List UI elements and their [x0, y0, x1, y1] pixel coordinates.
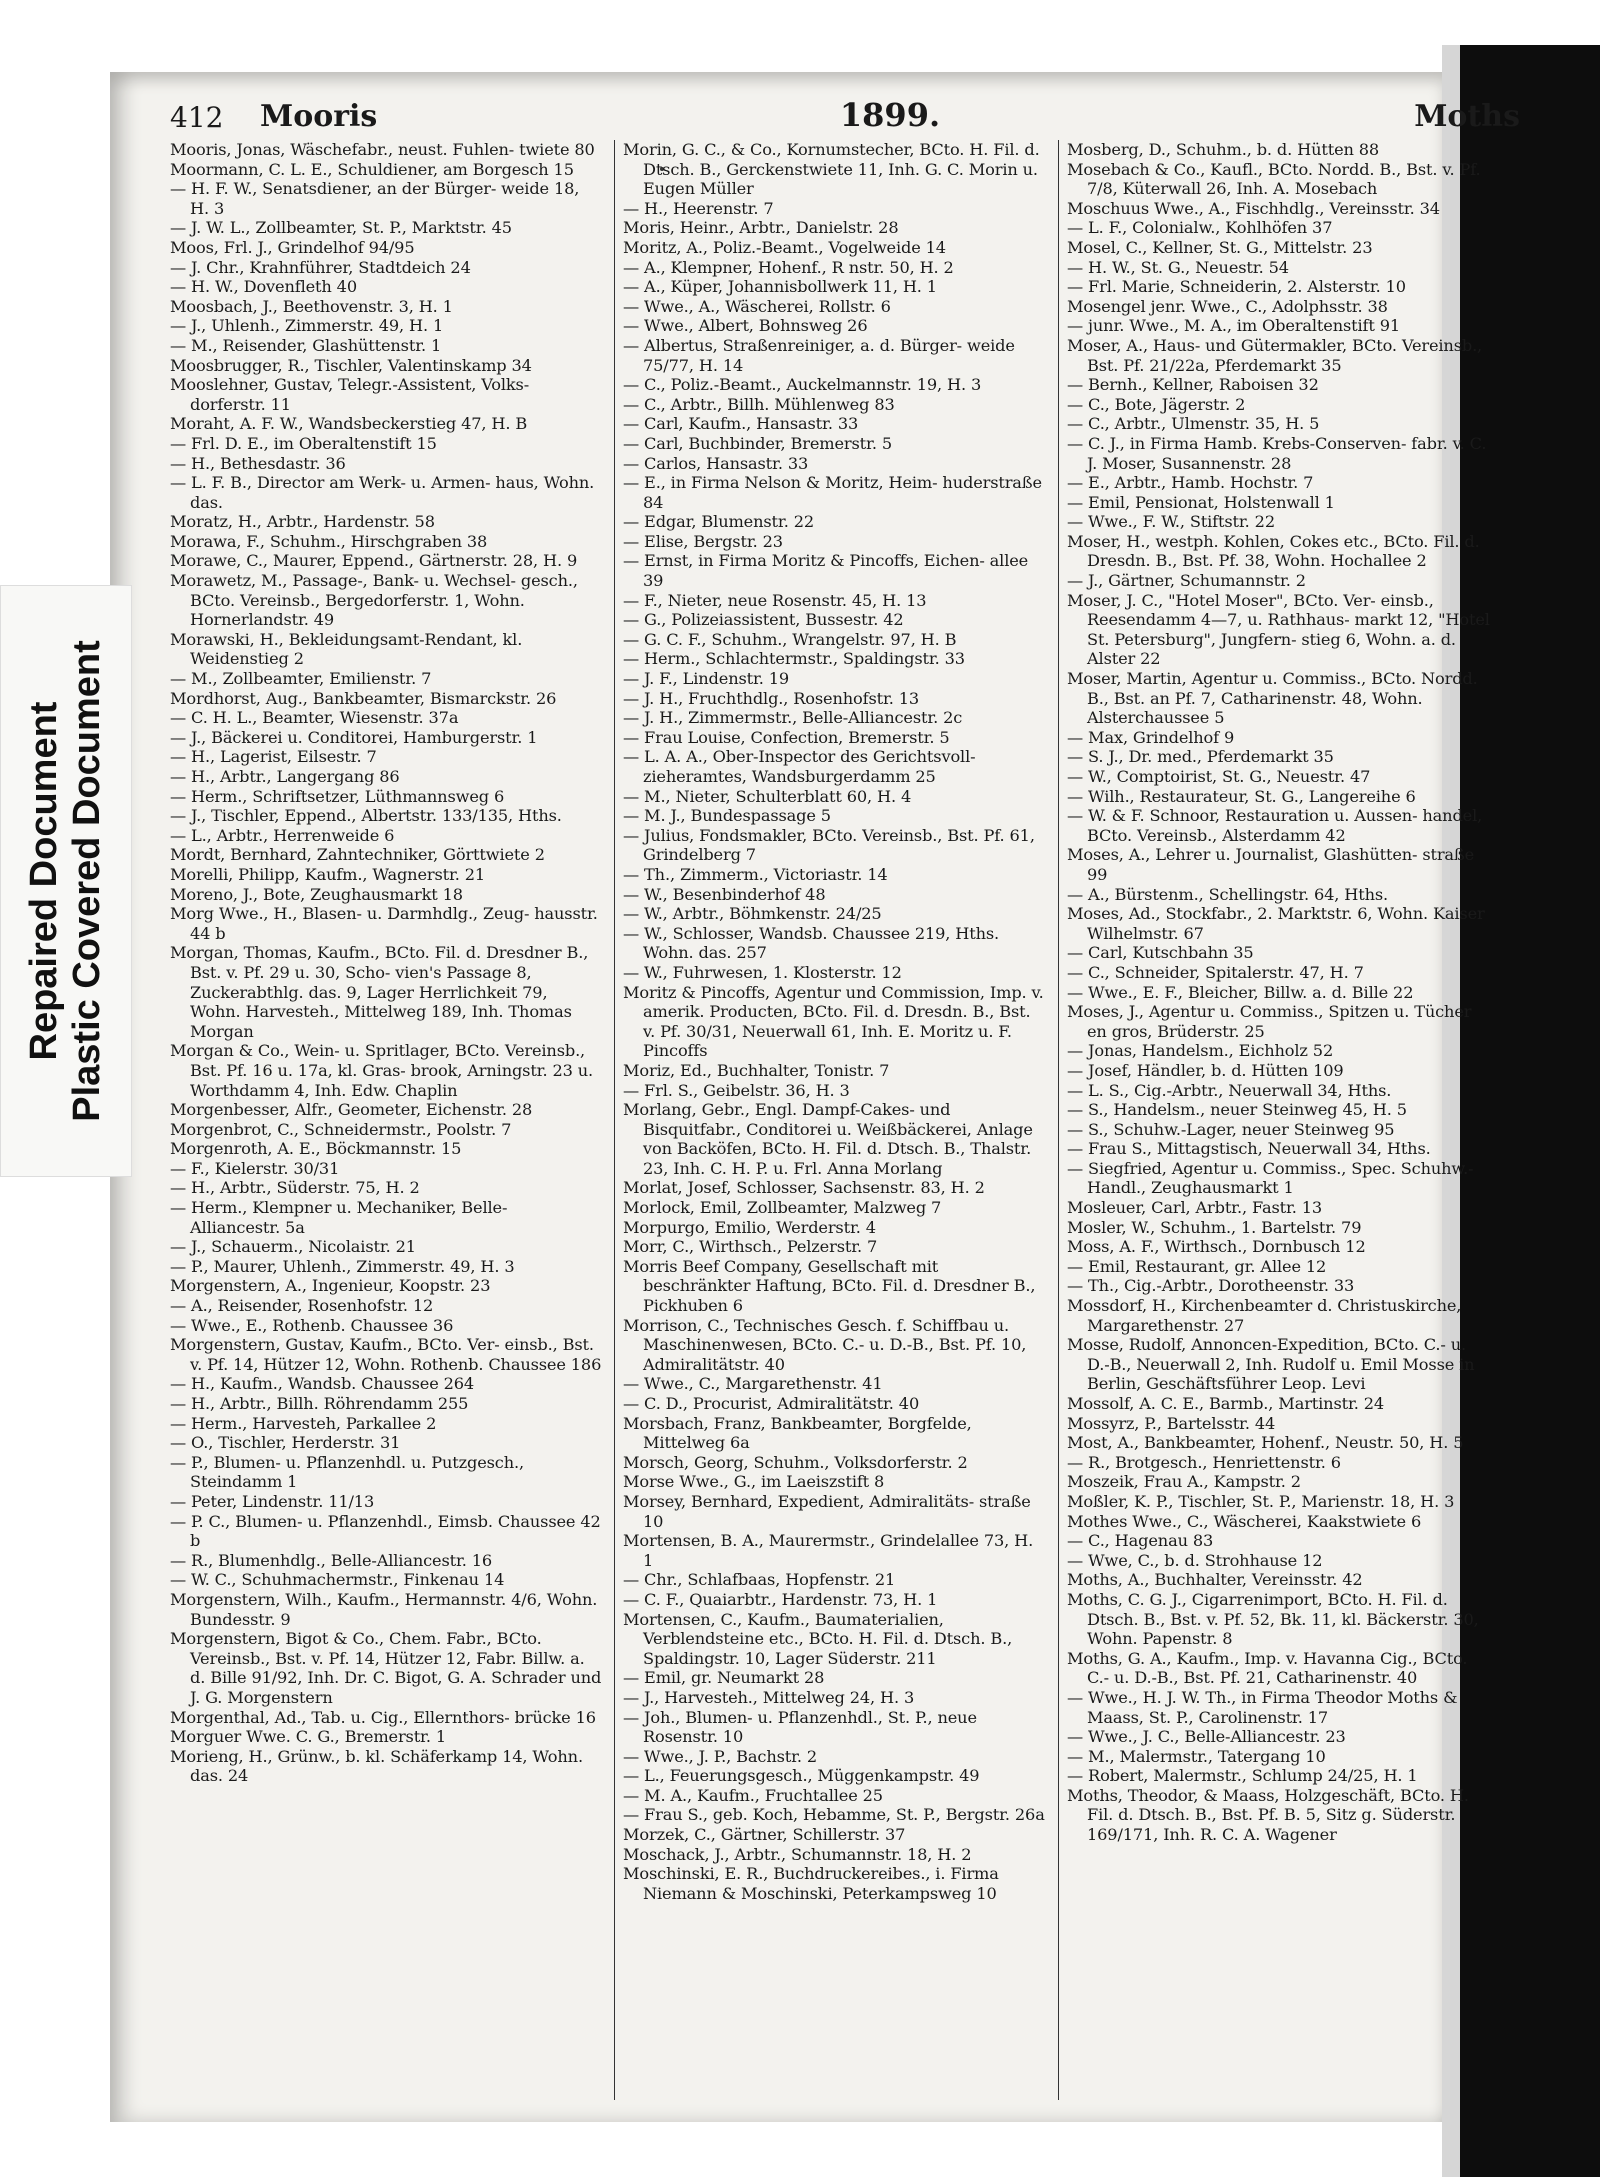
directory-entry: — Wwe., C., Margarethenstr. 41: [623, 1374, 883, 1394]
directory-entry: — Frau Louise, Confection, Bremerstr. 5: [623, 727, 950, 747]
directory-entry: Morgenstern, Gustav, Kaufm., BCto. Ver- einsb., Bst. v. Pf. 14, Hützer 12, Wohn. Rothenb. Chaussee 186: [170, 1335, 602, 1374]
directory-entry: — Wilh., Restaurateur, St. G., Langereihe 6: [1067, 786, 1416, 806]
directory-entry: — L. S., Cig.-Arbtr., Neuerwall 34, Hths.: [1067, 1080, 1392, 1100]
directory-entry: — H., Bethesdastr. 36: [170, 453, 346, 473]
directory-entry: — J. F., Lindenstr. 19: [623, 669, 790, 689]
directory-entry: Morg Wwe., H., Blasen- u. Darmhdlg., Zeug- hausstr. 44 b: [170, 904, 598, 943]
directory-entry: — C., Poliz.-Beamt., Auckelmannstr. 19, H. 3: [623, 375, 982, 395]
directory-entry: — Carlos, Hansastr. 33: [623, 453, 809, 473]
column-2: [614, 140, 1054, 2100]
directory-entry: — C. J., in Firma Hamb. Krebs-Conserven- fabr. v. C. J. Moser, Susannenstr. 28: [1067, 433, 1487, 473]
directory-entry: — C. F., Quaiarbtr., Hardenstr. 73, H. 1: [623, 1589, 938, 1609]
directory-entry: — Emil, Restaurant, gr. Allee 12: [1067, 1256, 1327, 1276]
directory-entry: Moser, H., westph. Kohlen, Cokes etc., BCto. Fil. d. Dresdn. B., Bst. Pf. 38, Wohn. Hochallee 2: [1067, 531, 1480, 571]
directory-entry: — G., Polizeiassistent, Bussestr. 42: [623, 610, 904, 630]
directory-entry: Moses, J., Agentur u. Commiss., Spitzen u. Tücher en gros, Brüderstr. 25: [1067, 1002, 1472, 1041]
directory-entry: Mossolf, A. C. E., Barmb., Martinstr. 24: [1067, 1394, 1385, 1413]
directory-entry: — Frau S., Mittagstisch, Neuerwall 34, Hths.: [1067, 1139, 1431, 1159]
directory-entry: — L. F., Colonialw., Kohlhöfen 37: [1067, 218, 1333, 238]
directory-entry: — H., Arbtr., Süderstr. 75, H. 2: [170, 1178, 420, 1198]
directory-columns: [170, 140, 1525, 2100]
directory-entry: Morlang, Gebr., Engl. Dampf-Cakes- und Bisquitfabr., Conditorei u. Weißbäckerei, Anlage von Backöfen, BCto. H. Fil. d. Dtsch. B., Thalstr. 23, Inh. C. H. P. u. Frl. Anna Morlang: [623, 1100, 1033, 1178]
directory-entry: — Wwe., E. F., Bleicher, Billw. a. d. Bille 22: [1067, 982, 1414, 1002]
directory-entry: — Chr., Schlafbaas, Hopfenstr. 21: [623, 1570, 896, 1590]
directory-entry: — W., Schlosser, Wandsb. Chaussee 219, Hths. Wohn. das. 257: [623, 923, 1000, 963]
directory-entry: Moszeik, Frau A., Kampstr. 2: [1067, 1472, 1301, 1492]
directory-entry: — F., Nieter, neue Rosenstr. 45, H. 13: [623, 590, 927, 610]
directory-entry: — Siegfried, Agentur u. Commiss., Spec. Schuhw.-Handl., Zeughausmarkt 1: [1067, 1158, 1474, 1198]
directory-entry: — H. W., Dovenfleth 40: [170, 277, 357, 297]
directory-entry: — Wwe., E., Rothenb. Chaussee 36: [170, 1315, 454, 1335]
directory-entry: — C. H. L., Beamter, Wiesenstr. 37a: [170, 708, 459, 728]
directory-entry: — M. J., Bundespassage 5: [623, 806, 831, 826]
directory-entry: — Bernh., Kellner, Raboisen 32: [1067, 375, 1319, 395]
directory-entry: Morzek, C., Gärtner, Schillerstr. 37: [623, 1825, 906, 1845]
directory-entry: — Carl, Buchbinder, Bremerstr. 5: [623, 433, 892, 453]
column-1: [170, 140, 610, 2100]
directory-entry: — J., Bäckerei u. Conditorei, Hamburgerstr. 1: [170, 727, 538, 747]
directory-entry: — C., Bote, Jägerstr. 2: [1067, 394, 1246, 414]
directory-entry: — L. F. B., Director am Werk- u. Armen- haus, Wohn. das.: [170, 473, 595, 512]
directory-entry: Mosengel jenr. Wwe., C., Adolphsstr. 38: [1067, 296, 1388, 316]
directory-entry: — Wwe., F. W., Stiftstr. 22: [1067, 512, 1275, 532]
directory-entry: Mosberg, D., Schuhm., b. d. Hütten 88: [1067, 140, 1380, 159]
directory-entry: — C., Hagenau 83: [1067, 1531, 1214, 1551]
directory-entry: — F., Kielerstr. 30/31: [170, 1158, 340, 1178]
directory-entry: — Edgar, Blumenstr. 22: [623, 512, 814, 532]
directory-entry: Moormann, C. L. E., Schuldiener, am Borgesch 15: [170, 159, 574, 179]
directory-entry: Morgenthal, Ad., Tab. u. Cig., Ellernthors- brücke 16: [170, 1707, 596, 1727]
document-label-sticker: [0, 585, 132, 1177]
directory-entry: Moosbrugger, R., Tischler, Valentinskamp 34: [170, 355, 532, 375]
directory-entry: — A., Bürstenm., Schellingstr. 64, Hths.: [1067, 884, 1389, 904]
directory-entry: — W., Besenbinderhof 48: [623, 884, 826, 904]
directory-entry: Moritz, A., Poliz.-Beamt., Vogelweide 14: [623, 237, 946, 257]
directory-entry: — W., Fuhrwesen, 1. Klosterstr. 12: [623, 962, 902, 982]
directory-entry: — Elise, Bergstr. 23: [623, 531, 783, 551]
directory-entry: — M., Reisender, Glashüttenstr. 1: [170, 335, 442, 355]
directory-entry: — Frl. S., Geibelstr. 36, H. 3: [623, 1080, 850, 1100]
directory-entry: Morlat, Josef, Schlosser, Sachsenstr. 83, H. 2: [623, 1178, 985, 1198]
directory-entry: — Max, Grindelhof 9: [1067, 727, 1235, 747]
directory-entry: Morgenbesser, Alfr., Geometer, Eichenstr. 28: [170, 1100, 533, 1120]
directory-entry: Morr, C., Wirthsch., Pelzerstr. 7: [623, 1237, 878, 1257]
directory-entry: — Julius, Fondsmakler, BCto. Vereinsb., Bst. Pf. 61, Grindelberg 7: [623, 825, 1035, 865]
directory-entry: Morgenbrot, C., Schneidermstr., Poolstr. 7: [170, 1119, 512, 1139]
directory-entry: Moss, A. F., Wirthsch., Dornbusch 12: [1067, 1237, 1366, 1257]
directory-entry: Moos, Frl. J., Grindelhof 94/95: [170, 237, 415, 257]
directory-entry: — M. A., Kaufm., Fruchtallee 25: [623, 1785, 883, 1805]
directory-entry: Morris Beef Company, Gesellschaft mit beschränkter Haftung, BCto. Fil. d. Dresdner B., Pickhuben 6: [623, 1256, 1036, 1316]
running-head-left: Mooris: [260, 99, 378, 134]
directory-entry: — J., Schauerm., Nicolaistr. 21: [170, 1237, 416, 1257]
directory-entry: Morawetz, M., Passage-, Bank- u. Wechsel- gesch., BCto. Vereinsb., Bergedorferstr. 1, Wohn. Hornerlandstr. 49: [170, 571, 578, 630]
directory-entry: Moßler, K. P., Tischler, St. P., Marienstr. 18, H. 3: [1067, 1491, 1455, 1511]
directory-entry: Moths, C. G. J., Cigarrenimport, BCto. H. Fil. d. Dtsch. B., Bst. v. Pf. 52, Bk. 11, kl. Bäckerstr. 30, Wohn. Papenstr. 8: [1067, 1589, 1479, 1649]
directory-entry: — E., in Firma Nelson & Moritz, Heim- huderstraße 84: [623, 473, 1042, 512]
directory-entry: Moriz, Ed., Buchhalter, Tonistr. 7: [623, 1060, 890, 1080]
directory-entry: — S., Schuhw.-Lager, neuer Steinweg 95: [1067, 1119, 1395, 1139]
directory-entry: Moths, A., Buchhalter, Vereinsstr. 42: [1067, 1570, 1363, 1590]
directory-entry: — O., Tischler, Herderstr. 31: [170, 1433, 401, 1453]
directory-entry: Morse Wwe., G., im Laeiszstift 8: [623, 1472, 885, 1492]
directory-entry: — Wwe., J. P., Bachstr. 2: [623, 1746, 818, 1766]
directory-entry: Morgan, Thomas, Kaufm., BCto. Fil. d. Dresdner B., Bst. v. Pf. 29 u. 30, Scho- vien's Passage 8, Zuckerabthlg. das. 9, Lager Herrlichkeit 79, Wohn. Harvesteh., Mittelweg 189, Inh. Thomas Morgan: [170, 943, 589, 1041]
directory-entry: Mosel, C., Kellner, St. G., Mittelstr. 23: [1067, 237, 1373, 257]
directory-entry: — Josef, Händler, b. d. Hütten 109: [1067, 1060, 1344, 1080]
directory-entry: — J., Harvesteh., Mittelweg 24, H. 3: [623, 1687, 915, 1707]
directory-entry: — Joh., Blumen- u. Pflanzenhdl., St. P., neue Rosenstr. 10: [623, 1707, 977, 1747]
directory-entry: — Wwe., H. J. W. Th., in Firma Theodor Moths & Maass, St. P., Carolinenstr. 17: [1067, 1687, 1458, 1727]
directory-entry: — E., Arbtr., Hamb. Hochstr. 7: [1067, 473, 1314, 493]
directory-entry: — J., Tischler, Eppend., Albertstr. 133/135, Hths.: [170, 806, 562, 826]
directory-entry: Moritz & Pincoffs, Agentur und Commission, Imp. v. amerik. Producten, BCto. Fil. d. Dresdn. B., Bst. v. Pf. 30/31, Neuerwall 61, Inh. E. Moritz u. F. Pincoffs: [623, 982, 1044, 1061]
directory-entry: — Emil, gr. Neumarkt 28: [623, 1668, 825, 1688]
directory-entry: — Frau S., geb. Koch, Hebamme, St. P., Bergstr. 26a: [623, 1805, 1045, 1825]
directory-entry: Mordhorst, Aug., Bankbeamter, Bismarckstr. 26: [170, 688, 557, 708]
directory-entry: — Herm., Schlachtermstr., Spaldingstr. 33: [623, 649, 965, 669]
directory-entry: — M., Malermstr., Tatergang 10: [1067, 1746, 1326, 1766]
directory-entry: — Wwe., J. C., Belle-Alliancestr. 23: [1067, 1727, 1346, 1747]
directory-entry: Moraht, A. F. W., Wandsbeckerstieg 47, H. B: [170, 414, 528, 434]
directory-entry: — H. F. W., Senatsdiener, an der Bürger- weide 18, H. 3: [170, 179, 580, 218]
directory-entry: — J. H., Fruchthdlg., Rosenhofstr. 13: [623, 688, 920, 708]
directory-entry: Morawski, H., Bekleidungsamt-Rendant, kl. Weidenstieg 2: [170, 629, 523, 669]
directory-entry: Morsey, Bernhard, Expedient, Admiralitäts- straße 10: [623, 1491, 1031, 1531]
directory-entry: — Wwe., A., Wäscherei, Rollstr. 6: [623, 296, 891, 316]
directory-entry: — Frl. Marie, Schneiderin, 2. Alsterstr. 10: [1067, 277, 1406, 297]
directory-entry: Morlock, Emil, Zollbeamter, Malzweg 7: [623, 1198, 942, 1218]
directory-entry: — P., Maurer, Uhlenh., Zimmerstr. 49, H. 3: [170, 1256, 515, 1276]
directory-entry: — Carl, Kaufm., Hansastr. 33: [623, 414, 859, 434]
directory-entry: — Herm., Harvesteh, Parkallee 2: [170, 1413, 437, 1433]
directory-entry: Morawa, F., Schuhm., Hirschgraben 38: [170, 531, 488, 551]
directory-entry: — M., Zollbeamter, Emilienstr. 7: [170, 669, 432, 689]
directory-entry: — A., Klempner, Hohenf., R nstr. 50, H. 2: [623, 257, 954, 277]
directory-entry: — Wwe., Albert, Bohnsweg 26: [623, 316, 868, 336]
directory-entry: — W., Arbtr., Böhmkenstr. 24/25: [623, 904, 882, 924]
directory-entry: Mosleuer, Carl, Arbtr., Fastr. 13: [1067, 1198, 1323, 1218]
directory-entry: — J. H., Zimmermstr., Belle-Alliancestr. 2c: [623, 708, 963, 728]
directory-entry: Moses, A., Lehrer u. Journalist, Glashütten- straße 99: [1067, 845, 1475, 884]
directory-entry: Mosler, W., Schuhm., 1. Bartelstr. 79: [1067, 1217, 1362, 1237]
directory-entry: Mothes Wwe., C., Wäscherei, Kaakstwiete 6: [1067, 1511, 1422, 1531]
directory-entry: — Robert, Malermstr., Schlump 24/25, H. 1: [1067, 1766, 1418, 1786]
directory-entry: — H., Lagerist, Eilsestr. 7: [170, 747, 377, 767]
directory-entry: — Peter, Lindenstr. 11/13: [170, 1491, 375, 1511]
directory-entry: — J., Gärtner, Schumannstr. 2: [1067, 571, 1306, 591]
directory-entry: Most, A., Bankbeamter, Hohenf., Neustr. 50, H. 5: [1067, 1433, 1464, 1453]
directory-entry: — C., Arbtr., Ulmenstr. 35, H. 5: [1067, 414, 1320, 434]
directory-entry: — G. C. F., Schuhm., Wrangelstr. 97, H. B: [623, 629, 957, 649]
directory-entry: — H. W., St. G., Neuestr. 54: [1067, 257, 1289, 277]
directory-entry: Moschinski, E. R., Buchdruckereibes., i. Firma Niemann & Moschinski, Peterkampsweg 10: [623, 1864, 999, 1903]
directory-entry: — W. C., Schuhmachermstr., Finkenau 14: [170, 1570, 505, 1590]
directory-entry: — C., Arbtr., Billh. Mühlenweg 83: [623, 394, 895, 414]
directory-entry: Morelli, Philipp, Kaufm., Wagnerstr. 21: [170, 864, 486, 884]
directory-entry: Moses, Ad., Stockfabr., 2. Marktstr. 6, Wohn. Kaiser Wilhelmstr. 67: [1067, 904, 1485, 943]
directory-entry: Morgenstern, A., Ingenieur, Koopstr. 23: [170, 1276, 491, 1296]
directory-entry: — H., Kaufm., Wandsb. Chaussee 264: [170, 1374, 475, 1394]
directory-entry: — junr. Wwe., M. A., im Oberaltenstift 91: [1067, 316, 1400, 336]
directory-entry: Morpurgo, Emilio, Werderstr. 4: [623, 1217, 876, 1237]
directory-entry: Morsbach, Franz, Bankbeamter, Borgfelde, Mittelweg 6a: [623, 1413, 972, 1453]
directory-entry: — J. W. L., Zollbeamter, St. P., Marktstr. 45: [170, 218, 512, 238]
directory-entry: Moser, A., Haus- und Gütermakler, BCto. Vereinsb., Bst. Pf. 21/22a, Pferdemarkt 35: [1067, 335, 1483, 375]
directory-entry: Morgan & Co., Wein- u. Spritlager, BCto. Vereinsb., Bst. Pf. 16 u. 17a, kl. Gras- brook, Arningstr. 23 u. Worthdamm 4, Inh. Edw. Chaplin: [170, 1041, 594, 1100]
directory-entry: — Frl. D. E., im Oberaltenstift 15: [170, 433, 437, 453]
directory-entry: — Jonas, Handelsm., Eichholz 52: [1067, 1041, 1334, 1061]
directory-entry: Moths, G. A., Kaufm., Imp. v. Havanna Cig., BCto. C.- u. D.-B., Bst. Pf. 21, Catharinenstr. 40: [1067, 1648, 1468, 1688]
page-number: 412: [170, 101, 224, 134]
directory-entry: — A., Reisender, Rosenhofstr. 12: [170, 1296, 434, 1316]
directory-entry: — Emil, Pensionat, Holstenwall 1: [1067, 492, 1335, 512]
sticker-line-plastic: Plastic Covered Document: [66, 640, 108, 1122]
directory-entry: Morgenstern, Bigot & Co., Chem. Fabr., BCto. Vereinsb., Bst. v. Pf. 14, Hützer 12, Fabr. Billw. a. d. Bille 91/92, Inh. Dr. C. Bigot, G. A. Schrader und J. G. Morgenstern: [170, 1629, 602, 1707]
directory-entry: — S., Handelsm., neuer Steinweg 45, H. 5: [1067, 1100, 1407, 1120]
directory-entry: — L., Feuerungsgesch., Müggenkampstr. 49: [623, 1766, 980, 1786]
directory-entry: Mosse, Rudolf, Annoncen-Expedition, BCto. C.- u. D.-B., Neuerwall 2, Inh. Rudolf u. Emil Mosse in Berlin, Geschäftsführer Leop. Levi: [1067, 1335, 1475, 1394]
directory-entry: Mossyrz, P., Bartelsstr. 44: [1067, 1413, 1276, 1433]
directory-entry: Mortensen, C., Kaufm., Baumaterialien, Verblendsteine etc., BCto. H. Fil. d. Dtsch. B., Spaldingstr. 10, Lager Süderstr. 211: [623, 1609, 1013, 1668]
directory-entry: Moser, J. C., "Hotel Moser", BCto. Ver- einsb., Reesendamm 4—7, u. Rathhaus- markt 12, "Hotel St. Petersburg", Jungfern- stieg 6, Wohn. a. d. Alster 22: [1067, 590, 1490, 669]
directory-entry: Moris, Heinr., Arbtr., Danielstr. 28: [623, 218, 899, 238]
directory-entry: — L. A. A., Ober-Inspector des Gerichtsvoll- zieheramtes, Wandsburgerdamm 25: [623, 747, 976, 786]
directory-entry: Morgenstern, Wilh., Kaufm., Hermannstr. 4/6, Wohn. Bundesstr. 9: [170, 1589, 598, 1629]
directory-entry: Mooris, Jonas, Wäschefabr., neust. Fuhlen- twiete 80: [170, 140, 595, 159]
directory-entry: — A., Küper, Johannisbollwerk 11, H. 1: [623, 277, 937, 297]
directory-entry: — S. J., Dr. med., Pferdemarkt 35: [1067, 747, 1334, 767]
directory-entry: — W., Comptoirist, St. G., Neuestr. 47: [1067, 767, 1371, 786]
directory-entry: — H., Arbtr., Langergang 86: [170, 767, 400, 786]
directory-entry: Morawe, C., Maurer, Eppend., Gärtnerstr. 28, H. 9: [170, 551, 578, 571]
column-3: [1058, 140, 1498, 2100]
directory-entry: — C., Schneider, Spitalerstr. 47, H. 7: [1067, 962, 1364, 982]
directory-entry: — Carl, Kutschbahn 35: [1067, 943, 1254, 963]
directory-entry: Moratz, H., Arbtr., Hardenstr. 58: [170, 512, 435, 532]
directory-entry: Morguer Wwe. C. G., Bremerstr. 1: [170, 1727, 447, 1747]
directory-entry: Morrison, C., Technisches Gesch. f. Schiffbau u. Maschinenwesen, BCto. C.- u. D.-B., Bst. Pf. 10, Admiralitätstr. 40: [623, 1315, 1027, 1374]
directory-entry: Mooslehner, Gustav, Telegr.-Assistent, Volks- dorferstr. 11: [170, 375, 530, 414]
directory-entry: — Herm., Klempner u. Mechaniker, Belle- Alliancestr. 5a: [170, 1198, 508, 1237]
directory-entry: — Th., Cig.-Arbtr., Dorotheenstr. 33: [1067, 1276, 1355, 1296]
directory-entry: — J., Uhlenh., Zimmerstr. 49, H. 1: [170, 316, 444, 336]
directory-entry: — Th., Zimmerm., Victoriastr. 14: [623, 864, 888, 884]
running-head-right: Moths: [1414, 99, 1520, 134]
directory-entry: — J. Chr., Krahnführer, Stadtdeich 24: [170, 257, 471, 277]
directory-entry: — P. C., Blumen- u. Pflanzenhdl., Eimsb. Chaussee 42 b: [170, 1511, 601, 1551]
directory-entry: — L., Arbtr., Herrenweide 6: [170, 825, 395, 845]
directory-entry: Moschack, J., Arbtr., Schumannstr. 18, H. 2: [623, 1844, 972, 1864]
directory-entry: Mossdorf, H., Kirchenbeamter d. Christuskirche, Margarethenstr. 27: [1067, 1296, 1462, 1335]
directory-entry: — P., Blumen- u. Pflanzenhdl. u. Putzgesch., Steindamm 1: [170, 1452, 524, 1492]
directory-entry: Moschuus Wwe., A., Fischhdlg., Vereinsstr. 34: [1067, 198, 1440, 218]
directory-entry: Mortensen, B. A., Maurermstr., Grindelallee 73, H. 1: [623, 1531, 1034, 1570]
directory-entry: Moths, Theodor, & Maass, Holzgeschäft, BCto. H. Fil. d. Dtsch. B., Bst. Pf. B. 5, Sitz g. Süderstr. 169/171, Inh. R. C. A. Wagener: [1067, 1785, 1469, 1845]
sticker-text: [23, 640, 109, 1121]
directory-entry: — Albertus, Straßenreiniger, a. d. Bürger- weide 75/77, H. 14: [623, 335, 1015, 375]
directory-entry: — Wwe, C., b. d. Strohhause 12: [1067, 1550, 1323, 1570]
directory-entry: — W. & F. Schnoor, Restauration u. Aussen- handel, BCto. Vereinsb., Alsterdamm 42: [1067, 806, 1483, 845]
directory-entry: — C. D., Procurist, Admiralitätstr. 40: [623, 1394, 920, 1413]
directory-entry: Morsch, Georg, Schuhm., Volksdorferstr. 2: [623, 1452, 968, 1472]
directory-entry: — H., Arbtr., Billh. Röhrendamm 255: [170, 1394, 469, 1413]
directory-entry: Moser, Martin, Agentur u. Commiss., BCto. Nordd. B., Bst. an Pf. 7, Catharinenstr. 48, Wohn. Alsterchaussee 5: [1067, 669, 1478, 728]
directory-entry: Morieng, H., Grünw., b. kl. Schäferkamp 14, Wohn. das. 24: [170, 1746, 583, 1786]
directory-entry: — Herm., Schriftsetzer, Lüthmannsweg 6: [170, 786, 505, 806]
directory-entry: — R., Brotgesch., Henriettenstr. 6: [1067, 1452, 1341, 1472]
directory-entry: Morin, G. C., & Co., Kornumstecher, BCto. H. Fil. d. Dtsch. B., Gerckenstwiete 11, Inh. G. C. Morin u. Eugen Müller: [623, 140, 1040, 199]
directory-entry: — M., Nieter, Schulterblatt 60, H. 4: [623, 786, 912, 806]
directory-entry: Morgenroth, A. E., Böckmannstr. 15: [170, 1139, 462, 1159]
directory-entry: Moreno, J., Bote, Zeughausmarkt 18: [170, 884, 463, 904]
running-head-year: 1899.: [839, 96, 941, 134]
directory-entry: Mosebach & Co., Kaufl., BCto. Nordd. B., Bst. v. Pf. 7/8, Küterwall 26, Inh. A. Mosebach: [1067, 159, 1481, 199]
directory-entry: — Ernst, in Firma Moritz & Pincoffs, Eichen- allee 39: [623, 551, 1029, 591]
directory-entry: — R., Blumenhdlg., Belle-Alliancestr. 16: [170, 1550, 493, 1570]
sticker-line-repaired: Repaired Document: [23, 701, 65, 1061]
page-header: [170, 88, 1550, 134]
directory-entry: Mordt, Bernhard, Zahntechniker, Görttwiete 2: [170, 845, 545, 865]
directory-entry: Moosbach, J., Beethovenstr. 3, H. 1: [170, 296, 453, 316]
directory-entry: — H., Heerenstr. 7: [623, 198, 774, 218]
